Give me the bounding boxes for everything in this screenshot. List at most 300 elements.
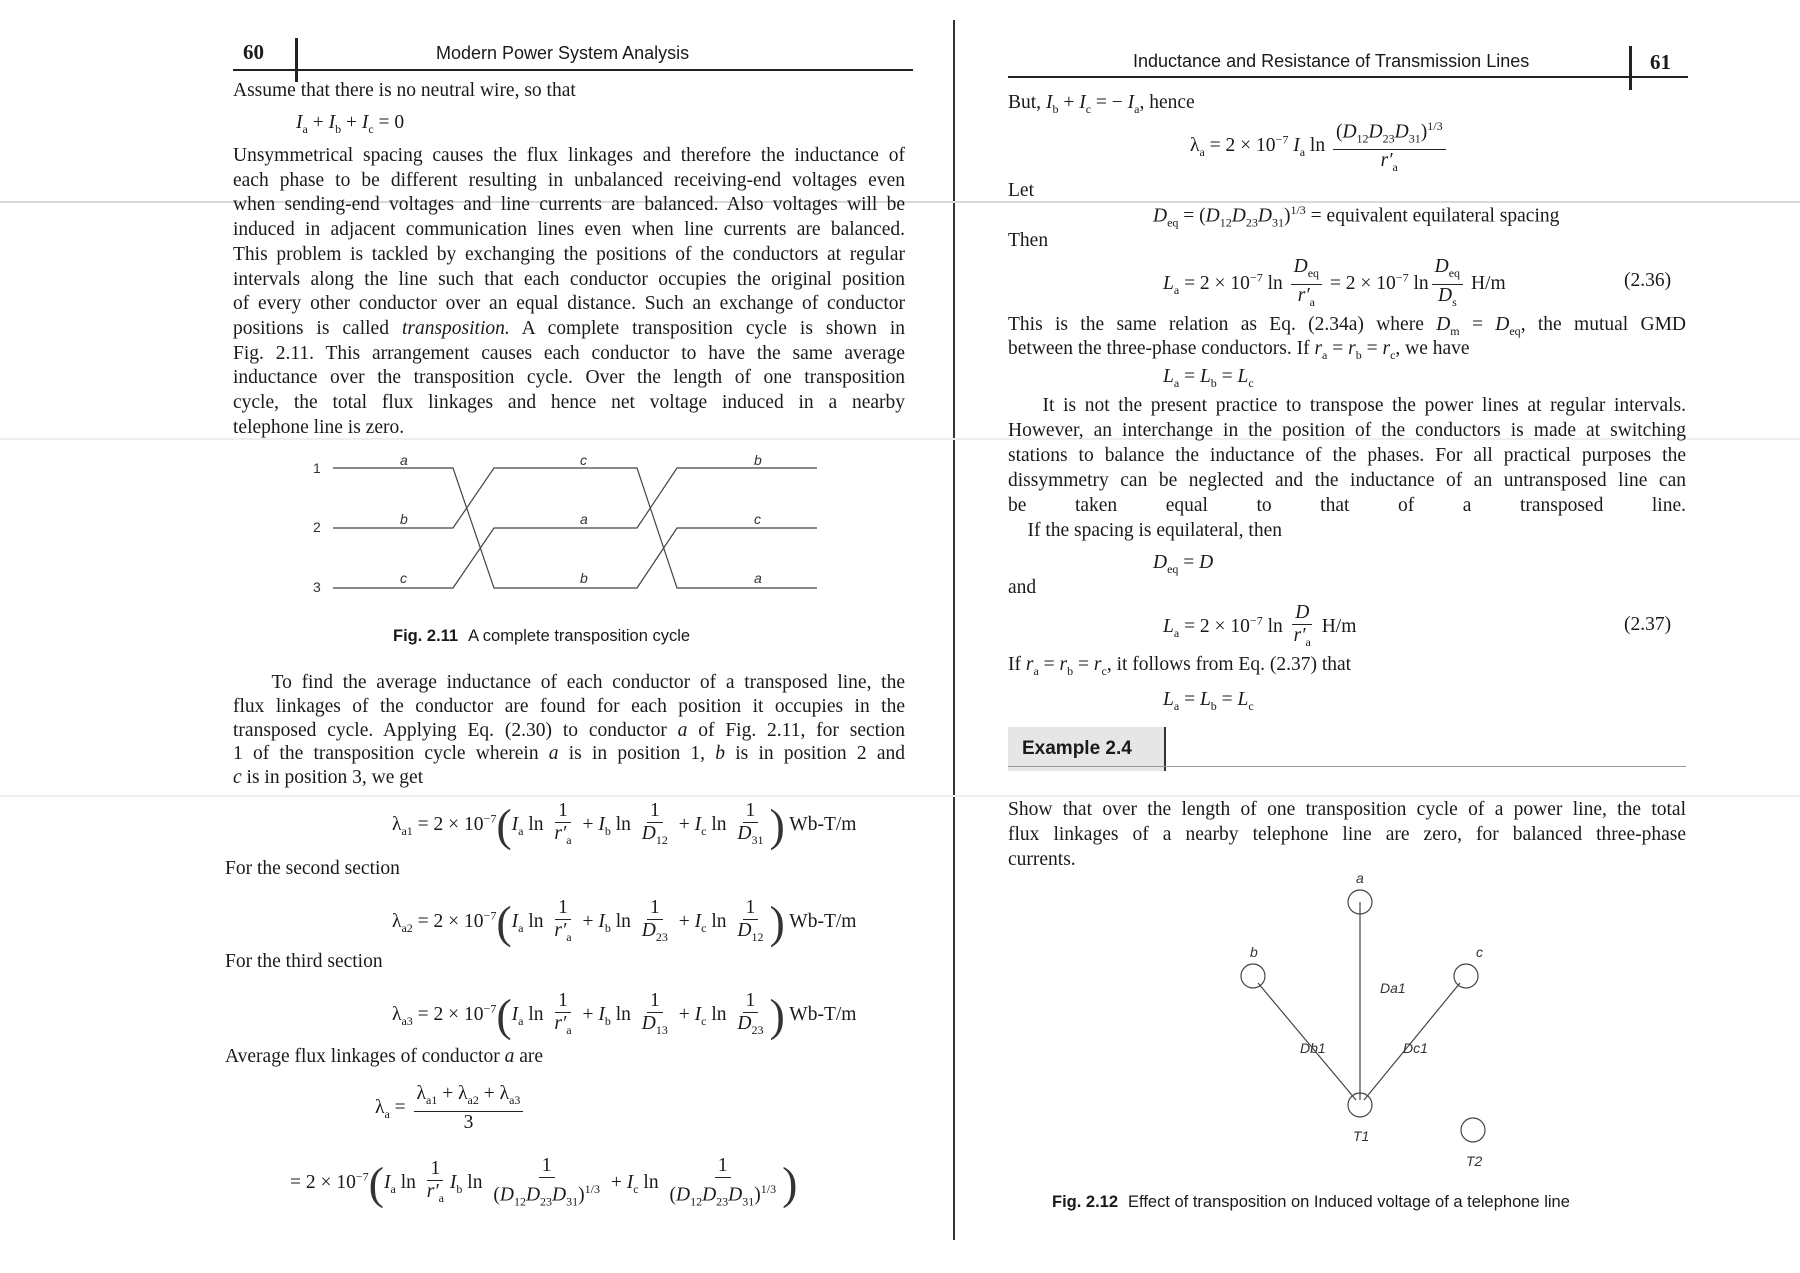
denominator [1291, 625, 1314, 653]
subscript: a [1199, 145, 1205, 159]
math-variable: I [1127, 92, 1135, 113]
fraction [639, 897, 671, 948]
subscript: a2 [401, 920, 413, 935]
math-variable: I [449, 1172, 457, 1194]
text-run: ( [669, 1184, 676, 1206]
text-run: ln [523, 813, 549, 835]
text-run: = 2 × 10 [412, 813, 484, 835]
text-run: + [577, 813, 599, 835]
text-run: + [577, 910, 599, 932]
text-run: A complete transposition cycle is shown in [509, 317, 905, 339]
text-run: = [1178, 552, 1200, 573]
equation-equal-inductance-2 [1163, 689, 1254, 714]
text-run: = [1327, 338, 1349, 359]
caption-label: Fig. 2.11 [393, 627, 459, 645]
superscript: −7 [483, 908, 497, 923]
text-run: 1 [541, 1155, 552, 1176]
math-variable: D [641, 920, 656, 941]
text-line [1008, 493, 1686, 518]
subscript: 12 [1356, 131, 1369, 146]
text-run: ln [1262, 272, 1288, 294]
text-run: = 2 × 10 [412, 1003, 484, 1025]
equation-current-sum [296, 112, 404, 137]
text-run: + [673, 813, 695, 835]
equation-lambda-a1 [392, 800, 856, 851]
subscript: a1 [401, 823, 413, 838]
fraction [551, 800, 574, 851]
fraction [666, 1155, 779, 1212]
math-variable: D [1153, 552, 1168, 573]
denominator [639, 920, 671, 948]
text-run: = [1361, 338, 1383, 359]
math-variable: D [1368, 121, 1383, 143]
text-run: 1 [430, 1158, 441, 1180]
text-line [1008, 336, 1686, 361]
text-line [233, 365, 905, 390]
section1-pos3: c [400, 570, 407, 586]
superscript: 1/3 [584, 1182, 600, 1196]
text-run: inductance over the transposition cycle. Over the length of one transposition [233, 367, 905, 389]
fraction [1432, 256, 1463, 313]
numerator [647, 800, 663, 823]
subscript: a3 [401, 1013, 413, 1028]
superscript: −7 [1249, 613, 1263, 628]
subscript: a [566, 1022, 572, 1037]
subscript: b [1052, 101, 1059, 116]
text-line [233, 341, 905, 366]
section2-pos2: a [580, 511, 588, 527]
subscript: a [1392, 160, 1398, 175]
math-variable: L [1199, 689, 1211, 710]
text-run: ( [1335, 121, 1343, 143]
text-line [233, 765, 905, 790]
text-run: ) [1283, 205, 1291, 227]
math-variable: L [1237, 366, 1249, 387]
fraction [734, 800, 766, 851]
numerator [1291, 256, 1322, 285]
superscript: −7 [1395, 270, 1409, 285]
subscript: 12 [1219, 215, 1232, 230]
subscript: a [1173, 282, 1180, 297]
math-variable: D [1231, 205, 1246, 227]
denominator [424, 1181, 447, 1209]
text-line [233, 291, 905, 316]
if-line [1008, 654, 1351, 679]
denominator [639, 823, 671, 851]
text-run: ) [754, 1184, 761, 1206]
numerator [715, 1155, 731, 1178]
math-variable: r [1382, 338, 1391, 359]
telephone-conductor-t2 [1461, 1118, 1485, 1142]
example-heading: Example 2.4 [1008, 727, 1166, 771]
math-variable: D [641, 1013, 656, 1034]
equation-lambda-a2 [392, 897, 856, 948]
math-variable: r′ [1380, 150, 1393, 172]
text-run: ln [1408, 272, 1429, 294]
math-variable: r [1059, 654, 1068, 675]
bracket: ) [769, 799, 785, 851]
numerator [743, 990, 759, 1013]
math-variable: I [694, 910, 702, 932]
intro-text: Assume that there is no neutral wire, so that [233, 80, 576, 101]
fraction [490, 1155, 603, 1212]
t2-label: T2 [1466, 1153, 1483, 1169]
text-run: λ [416, 1083, 427, 1104]
subscript: 31 [1408, 131, 1421, 146]
and-text: and [1008, 577, 1037, 598]
text-run: If the spacing is equilateral, then [1008, 520, 1282, 541]
text-run: 1 [649, 990, 660, 1011]
text-run: Unsymmetrical spacing causes the flux linkages and therefore the inductance of [233, 145, 905, 166]
text-run: λ [392, 813, 402, 835]
numerator [1292, 602, 1312, 625]
subscript: a [302, 121, 308, 136]
text-run: = − [1091, 92, 1128, 113]
bracket: ( [496, 896, 512, 948]
subscript: eq [1509, 323, 1521, 338]
example-rule [1008, 766, 1686, 767]
fraction [551, 897, 574, 948]
subscript: a [1173, 698, 1180, 713]
subscript: 23 [1245, 215, 1258, 230]
subscript: c [701, 920, 707, 935]
math-variable: D [1295, 602, 1310, 623]
numerator [555, 897, 571, 920]
subscript: a [1299, 145, 1306, 159]
text-run: = [1216, 689, 1238, 710]
math-variable: r′ [554, 823, 567, 844]
text-run: Show that over the length of one transposition cycle of a power line, the total [1008, 799, 1686, 820]
text-run: between the three-phase conductors. If [1008, 338, 1315, 359]
fraction [424, 1158, 447, 1209]
text-run: flux linkages of the conductor are found for each position it occupies in the [233, 695, 905, 717]
subscript: a1 [426, 1092, 438, 1107]
section2-pos3: b [580, 570, 588, 586]
telephone-line-diagram [1220, 880, 1520, 1170]
equation-lambda-a3 [392, 990, 856, 1041]
text-run: , we have [1395, 338, 1470, 359]
text-run: ln [395, 1172, 421, 1194]
text-run: = [1073, 654, 1094, 675]
subscript: 23 [716, 1194, 729, 1209]
math-variable: I [1079, 92, 1086, 113]
numerator [743, 897, 759, 920]
text-run: be taken equal to that of a transposed line. [1008, 495, 1686, 516]
math-variable: D [1342, 121, 1357, 143]
text-run: ln [1262, 615, 1288, 637]
fraction [639, 990, 671, 1041]
text-line [1008, 393, 1686, 418]
text-run: Wb-T/m [784, 1003, 857, 1025]
text-run: positions is called [233, 317, 402, 339]
text-run: ln [1305, 135, 1330, 157]
equation-2-37 [1163, 602, 1356, 653]
text-line [233, 670, 905, 695]
numerator [555, 800, 571, 823]
text-run: = 2 × 10 [412, 910, 484, 932]
text-run: + [577, 1003, 599, 1025]
text-line [233, 143, 905, 168]
text-run: telephone line is zero. [233, 416, 405, 438]
bracket: ) [769, 989, 785, 1041]
section3-pos1: b [754, 452, 762, 468]
math-variable: I [383, 1172, 391, 1194]
denominator [1435, 285, 1460, 313]
subscript: c [701, 1013, 707, 1028]
numerator [414, 1083, 524, 1112]
math-variable: I [626, 1172, 634, 1194]
math-variable: D [675, 1184, 691, 1206]
fraction [734, 897, 766, 948]
math-variable: I [694, 1003, 702, 1025]
text-line [1008, 822, 1686, 847]
subscript: c [701, 823, 707, 838]
equation-deq [1153, 203, 1559, 230]
denominator [551, 1013, 574, 1041]
text-run: H/m [1316, 615, 1357, 637]
equation-lambda-average [375, 1083, 526, 1134]
text-run: 1 [558, 800, 568, 821]
subscript: a [1173, 625, 1180, 640]
caption-text: A complete transposition cycle [468, 627, 691, 645]
running-head-left: Modern Power System Analysis [436, 43, 690, 63]
superscript: −7 [1249, 270, 1263, 285]
text-run: = [1216, 366, 1238, 387]
subscript: c [1248, 375, 1254, 390]
book-spine [953, 20, 955, 1240]
text-line [233, 242, 905, 267]
equation-lambda-final [290, 1155, 797, 1212]
equation-lambda-a [1190, 115, 1449, 178]
denominator [490, 1178, 603, 1212]
math-variable: L [1199, 366, 1211, 387]
math-variable: D [1495, 314, 1510, 335]
header-rule [1008, 76, 1688, 78]
text-run: 1 [558, 897, 568, 918]
math-variable: r′ [1297, 284, 1310, 306]
numerator [539, 1155, 555, 1178]
text-run: = [1038, 654, 1060, 675]
text-run: ln [523, 1003, 549, 1025]
subscript: 31 [742, 1194, 755, 1209]
math-variable: D [1437, 284, 1453, 306]
bracket: ( [496, 989, 512, 1041]
distance-da1-label: Da1 [1380, 980, 1406, 996]
text-run: Wb-T/m [784, 910, 857, 932]
text-run: = 2 × 10 [1325, 272, 1396, 294]
subscript: c [633, 1182, 639, 1197]
text-run: , hence [1139, 92, 1195, 113]
numerator [647, 897, 663, 920]
math-variable: a [677, 719, 688, 741]
text-run: = [1179, 689, 1200, 710]
text-run: of Fig. 2.11, for section [687, 719, 905, 741]
denominator [551, 823, 574, 851]
text-run: ln [523, 910, 549, 932]
math-variable: r′ [426, 1181, 439, 1203]
superscript: 1/3 [760, 1182, 777, 1196]
running-head-right: Inductance and Resistance of Transmission Lines [1133, 51, 1530, 71]
text-run: is in position 3, we get [241, 767, 424, 789]
text-run: stations to balance the inductance of the phases. For all practical purposes the [1008, 445, 1686, 466]
page-number-right: 61 [1650, 50, 1671, 74]
math-variable: D [552, 1184, 567, 1206]
text-run: λ [392, 910, 402, 932]
math-variable: a [548, 743, 559, 765]
fraction [639, 800, 671, 851]
math-variable: D [737, 1013, 752, 1034]
math-variable: L [1163, 272, 1174, 294]
text-run: 1 [717, 1155, 728, 1176]
text-run: currents. [1008, 849, 1076, 870]
math-variable: D [1293, 256, 1308, 277]
subscript: b [1210, 375, 1217, 390]
conductor-c-circle [1454, 964, 1478, 988]
math-variable: I [598, 813, 605, 835]
text-line [233, 694, 905, 719]
math-variable: I [1045, 92, 1053, 113]
text-run: each phase to be different resulting in unbalanced receiving-end voltages even [233, 169, 905, 191]
position-label-3: 3 [313, 579, 321, 595]
subscript: b [604, 920, 611, 935]
denominator [551, 920, 574, 948]
text-line [233, 741, 905, 766]
subscript: a [566, 832, 572, 847]
math-variable: r [1025, 654, 1034, 675]
subscript: a [1134, 101, 1140, 116]
text-line [233, 192, 905, 217]
text-run: λ [1190, 135, 1200, 157]
second-section-text: For the second section [225, 858, 400, 879]
superscript: −7 [355, 1169, 369, 1184]
math-variable: I [598, 1003, 605, 1025]
subscript: eq [1167, 561, 1179, 576]
header-rule [233, 69, 913, 71]
text-run: = 2 × 10 [290, 1172, 356, 1194]
math-variable: r′ [1293, 625, 1306, 646]
text-run: ln [610, 1003, 636, 1025]
text-line [233, 267, 905, 292]
subscript: a [1033, 663, 1039, 678]
subscript: 31 [751, 832, 764, 847]
text-run: = [1179, 366, 1200, 387]
denominator [1378, 150, 1401, 178]
subscript: b [604, 1013, 611, 1028]
subscript: 12 [751, 929, 764, 944]
math-variable: D [1153, 205, 1168, 227]
equation-number-2-36: (2.36) [1624, 270, 1672, 291]
subscript: b [1355, 347, 1362, 362]
superscript: 1/3 [1427, 119, 1443, 133]
math-variable: a [504, 1046, 515, 1067]
math-variable: D [1205, 205, 1220, 227]
text-run: ln [706, 910, 732, 932]
subscript: a [518, 823, 524, 838]
numerator [647, 990, 663, 1013]
subscript: b [1067, 663, 1074, 678]
distance-db1-label: Db1 [1300, 1040, 1326, 1056]
math-variable: L [1237, 689, 1249, 710]
text-run: 1 of the transposition cycle wherein [233, 743, 549, 765]
text-run: 1 [745, 990, 756, 1011]
equation-deq-equals-d [1153, 552, 1213, 577]
text-run: ln [610, 813, 636, 835]
section2-pos1: c [580, 452, 587, 468]
conductor-b-circle [1241, 964, 1265, 988]
fraction [414, 1083, 524, 1134]
text-run: ( [493, 1184, 500, 1206]
text-run: ln [462, 1172, 488, 1194]
conductor-c-label: c [1476, 944, 1483, 960]
fraction [1291, 602, 1314, 653]
text-run: + [673, 910, 695, 932]
text-run: = [389, 1096, 411, 1118]
text-run: = ( [1178, 205, 1206, 227]
math-variable: b [715, 743, 726, 765]
text-run: λ [375, 1096, 385, 1118]
text-run: + [605, 1172, 627, 1194]
superscript: −7 [1275, 132, 1289, 147]
third-section-text: For the third section [225, 951, 383, 972]
text-run: = equivalent equilateral spacing [1305, 205, 1560, 227]
subscript: 12 [690, 1194, 703, 1209]
subscript: b [335, 121, 342, 136]
subscript: a [1173, 375, 1180, 390]
text-run: is in position 2 and [725, 743, 906, 765]
subscript: b [456, 1182, 463, 1197]
subscript: a [518, 1013, 524, 1028]
subscript: c [368, 121, 374, 136]
text-run: flux linkages of a nearby telephone line are zero, for balanced three-phase [1008, 824, 1686, 845]
text-run: dissymmetry can be neglected and the inductance of an untransposed line can [1008, 470, 1686, 491]
equation-2-36 [1163, 256, 1506, 313]
text-run: ) [578, 1184, 585, 1206]
subscript: eq [1167, 215, 1179, 230]
distance-dc1-label: Dc1 [1403, 1040, 1428, 1056]
text-run: Wb-T/m [784, 813, 857, 835]
section1-pos1: a [400, 452, 408, 468]
denominator [666, 1178, 779, 1212]
subscript: a [566, 929, 572, 944]
fraction [551, 990, 574, 1041]
math-variable: D [1436, 314, 1451, 335]
text-run: However, an interchange in the position of the conductors is made at switching [1008, 420, 1686, 441]
text-line [1008, 418, 1686, 443]
text-run: This is the same relation as Eq. (2.34a) where [1008, 314, 1437, 335]
text-run: induced in adjacent communication lines even when line currents are balanced. [233, 219, 905, 241]
subscript: 12 [655, 832, 668, 847]
bracket: ) [769, 896, 785, 948]
numerator [555, 990, 571, 1013]
math-variable: r′ [554, 920, 567, 941]
denominator [1295, 285, 1318, 313]
conductor-b-label: b [1250, 944, 1258, 960]
math-variable: D [737, 920, 752, 941]
text-run: , it follows from Eq. (2.37) that [1106, 654, 1352, 675]
conductor-a-label: a [1356, 870, 1364, 886]
position-label-2: 2 [313, 519, 321, 535]
math-variable: D [702, 1184, 717, 1206]
text-line [233, 390, 905, 415]
math-variable: D [728, 1184, 743, 1206]
subscript: a [1305, 634, 1311, 649]
math-variable: D [525, 1184, 541, 1206]
math-variable: D [1199, 552, 1214, 573]
text-run: + [1058, 92, 1080, 113]
text-run: To find the average inductance of each conductor of a transposed line, the [233, 672, 905, 693]
subscript: a2 [467, 1092, 479, 1107]
subscript: 31 [566, 1194, 579, 1209]
